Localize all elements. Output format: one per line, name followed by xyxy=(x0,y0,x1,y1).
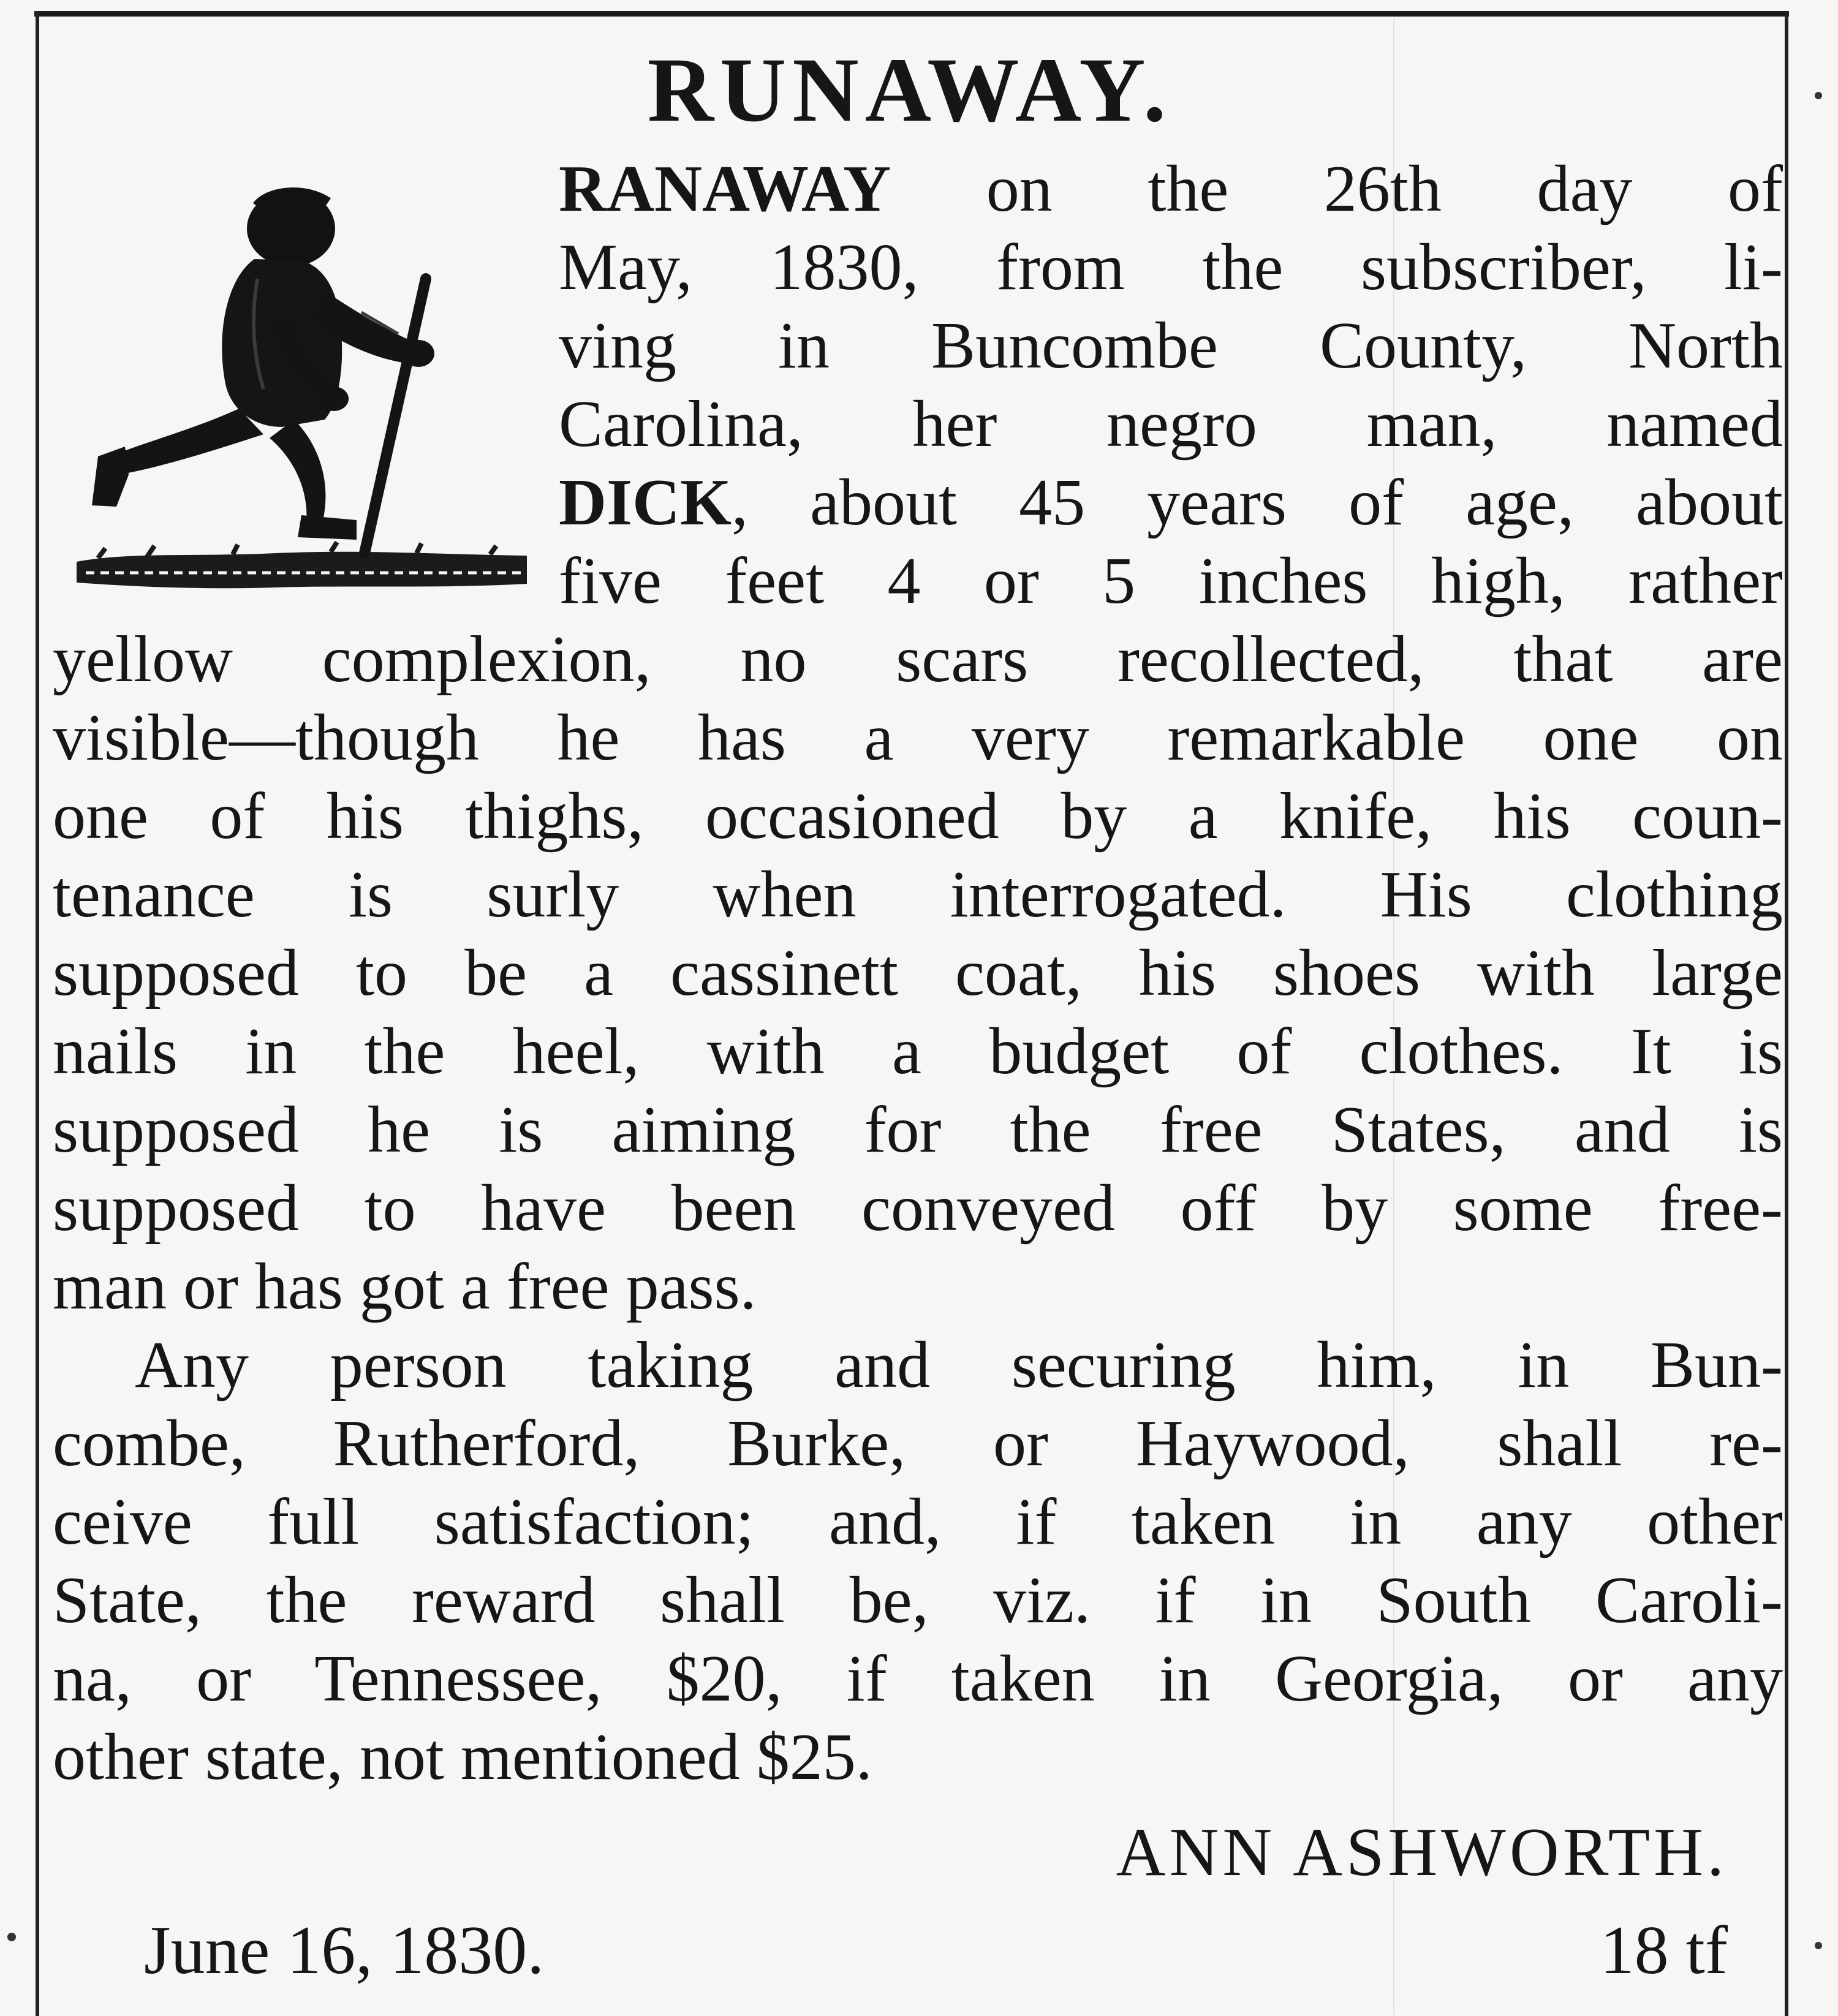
edge-speck xyxy=(7,1933,16,1941)
ad-dateline: June 16, 1830. xyxy=(144,1912,545,1988)
ad-body-line: five feet 4 or 5 inches high, rather xyxy=(559,545,1783,617)
ad-body-line: supposed to be a cassinett coat, his shoes with large xyxy=(53,937,1783,1010)
ad-insertion-code: 18 tf xyxy=(1600,1912,1728,1988)
left-column-rule xyxy=(36,11,39,2016)
ad-body-line: supposed to have been conveyed off by some free- xyxy=(53,1172,1783,1245)
ad-body-line: DICK, about 45 years of age, about xyxy=(559,466,1783,539)
ad-body-line: Any person taking and securing him, in Bun- xyxy=(135,1329,1783,1402)
ad-signature: ANN ASHWORTH. xyxy=(1116,1814,1728,1890)
ad-body-line: RANAWAY on the 26th day of xyxy=(559,153,1783,225)
ad-body-line: visible—though he has a very remarkable one on xyxy=(53,701,1783,774)
ad-body-line: one of his thighs, occasioned by a knife, his coun- xyxy=(53,780,1783,853)
ad-body-line: yellow complexion, no scars recollected, that are xyxy=(53,623,1783,696)
ad-body-line: State, the reward shall be, viz. if in South Caroli- xyxy=(53,1564,1783,1637)
ad-body-line: combe, Rutherford, Burke, or Haywood, shall re- xyxy=(53,1407,1783,1480)
ad-body-line: supposed he is aiming for the free States, and is xyxy=(53,1093,1783,1166)
ad-body-line: tenance is surly when interrogated. His clothing xyxy=(53,858,1783,931)
ad-body-line: May, 1830, from the subscriber, li- xyxy=(559,231,1783,304)
ad-body-line: Carolina, her negro man, named xyxy=(559,388,1783,461)
ad-body-line: na, or Tennessee, $20, if taken in Georgia, or any xyxy=(53,1642,1783,1715)
ad-body-line: other state, not mentioned $25. xyxy=(53,1721,872,1794)
ad-headline: RUNAWAY. xyxy=(647,39,1173,141)
ad-body-line: nails in the heel, with a budget of clothes. It is xyxy=(53,1015,1783,1088)
ad-body-line: ceive full satisfaction; and, if taken in any other xyxy=(53,1486,1783,1558)
right-column-rule xyxy=(1785,11,1788,2016)
ad-body-line: ving in Buncombe County, North xyxy=(559,309,1783,382)
ad-body-line: man or has got a free pass. xyxy=(53,1250,757,1323)
top-border-rule xyxy=(34,11,1789,17)
runaway-figure-with-staff-icon xyxy=(74,187,530,603)
edge-speck xyxy=(1815,1942,1822,1949)
